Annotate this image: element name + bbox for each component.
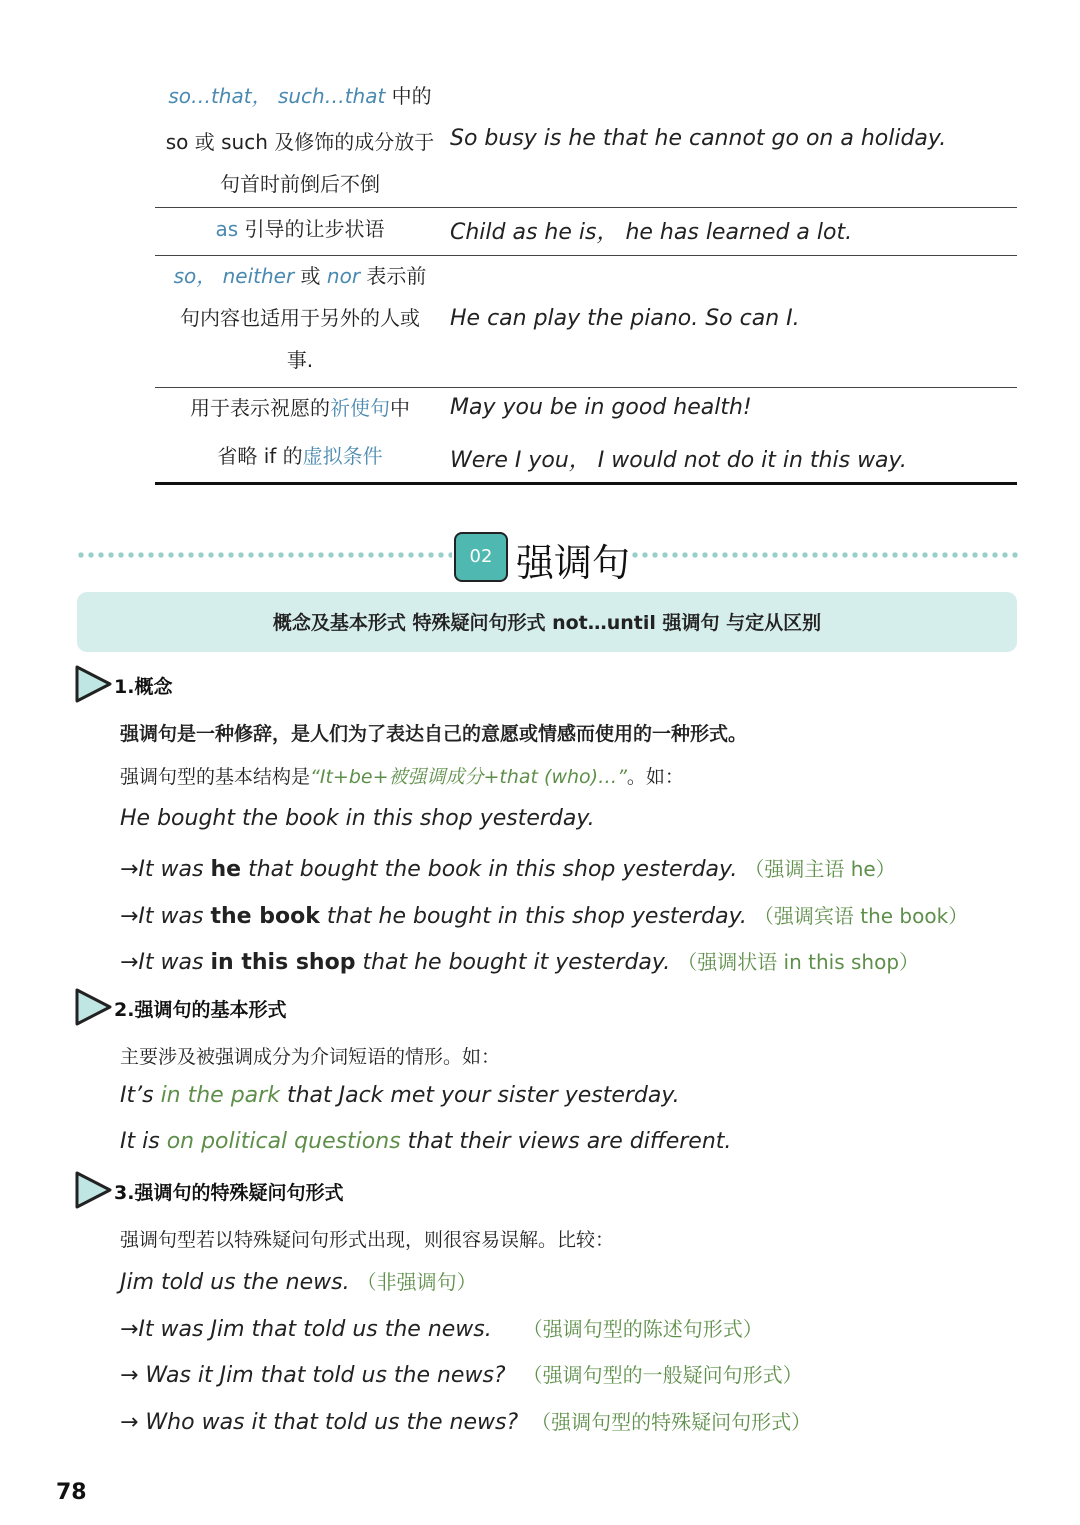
section-title: 强调句 xyxy=(516,541,631,585)
table-row-1-left xyxy=(155,84,445,108)
subheading-3-text: 3.强调句的特殊疑问句形式 xyxy=(114,1182,344,1204)
example-declarative: →It was Jim that told us the news. （强调句型的陈述句形式） xyxy=(120,1317,763,1342)
row3-line3: 事. xyxy=(286,348,314,372)
row2-line1: as 引导的让步状语 xyxy=(215,217,385,241)
example-object: →It was the book that he bought in this shop yesterday. （强调宾语 the book） xyxy=(120,904,969,929)
example-political: It is on political questions that their views are different. xyxy=(120,1129,732,1154)
paragraph-basic-form: 主要涉及被强调成分为介词短语的情形。如： xyxy=(120,1046,501,1068)
section-number-badge: 02 xyxy=(456,534,506,580)
row4-line1: 用于表示祝愿的祈使句中 xyxy=(190,396,410,420)
row1-line1: so…that， such…that 中的 xyxy=(168,84,432,108)
subheading-2-text: 2.强调句的基本形式 xyxy=(114,999,287,1021)
row2-example: Child as he is， he has learned a lot. xyxy=(450,220,853,245)
row1-example: So busy is he that he cannot go on a holiday. xyxy=(450,126,947,151)
table-divider xyxy=(155,387,1017,388)
example-base: He bought the book in this shop yesterday. xyxy=(120,806,595,831)
row3-line2: 句内容也适用于另外的人或 xyxy=(180,306,420,330)
subheading-1-text: 1.概念 xyxy=(114,676,173,698)
page-number: 78 xyxy=(56,1480,87,1505)
row3-example: He can play the piano. So can I. xyxy=(450,306,800,331)
table-bottom-rule xyxy=(155,482,1017,485)
dotted-divider-right xyxy=(630,552,1018,558)
table-divider xyxy=(155,207,1017,208)
example-subject: →It was he that bought the book in this shop yesterday. （强调主语 he） xyxy=(120,857,896,882)
example-special-question: → Who was it that told us the news? （强调句型的特殊疑问句形式） xyxy=(120,1410,812,1435)
example-plain: Jim told us the news. （非强调句） xyxy=(120,1270,477,1295)
topic-banner xyxy=(77,592,1017,652)
play-arrow-icon xyxy=(74,1170,114,1210)
example-adverbial: →It was in this shop that he bought it yesterday. （强调状语 in this shop） xyxy=(120,950,920,975)
row3-line1: so， neither 或 nor 表示前 xyxy=(173,264,427,288)
row1-line3: 句首时前倒后不倒 xyxy=(220,172,380,196)
dotted-divider-left xyxy=(76,552,452,558)
row4-example-1: May you be in good health! xyxy=(450,395,752,420)
row1-line2: so 或 such 及修饰的成分放于 xyxy=(165,130,435,154)
example-park: It’s in the park that Jack met your sister yesterday. xyxy=(120,1083,680,1108)
paragraph-definition: 强调句是一种修辞，是人们为了表达自己的意愿或情感而使用的一种形式。 xyxy=(120,723,748,745)
example-general-question: → Was it Jim that told us the news? （强调句型的一般疑问句形式） xyxy=(120,1363,803,1388)
play-arrow-icon xyxy=(74,664,114,704)
topic-banner-text: 概念及基本形式 特殊疑问句形式 not…until 强调句 与定从区别 xyxy=(272,612,822,634)
table-divider xyxy=(155,255,1017,256)
paragraph-question-form: 强调句型若以特殊疑问句形式出现，则很容易误解。比较： xyxy=(120,1229,615,1251)
row4-example-2: Were I you， I would not do it in this way. xyxy=(450,448,907,473)
row4-line2: 省略 if 的虚拟条件 xyxy=(217,444,383,468)
play-arrow-icon xyxy=(74,987,114,1027)
paragraph-structure: 强调句型的基本结构是“It+be+被强调成分+that (who)…”。如： xyxy=(120,766,684,788)
